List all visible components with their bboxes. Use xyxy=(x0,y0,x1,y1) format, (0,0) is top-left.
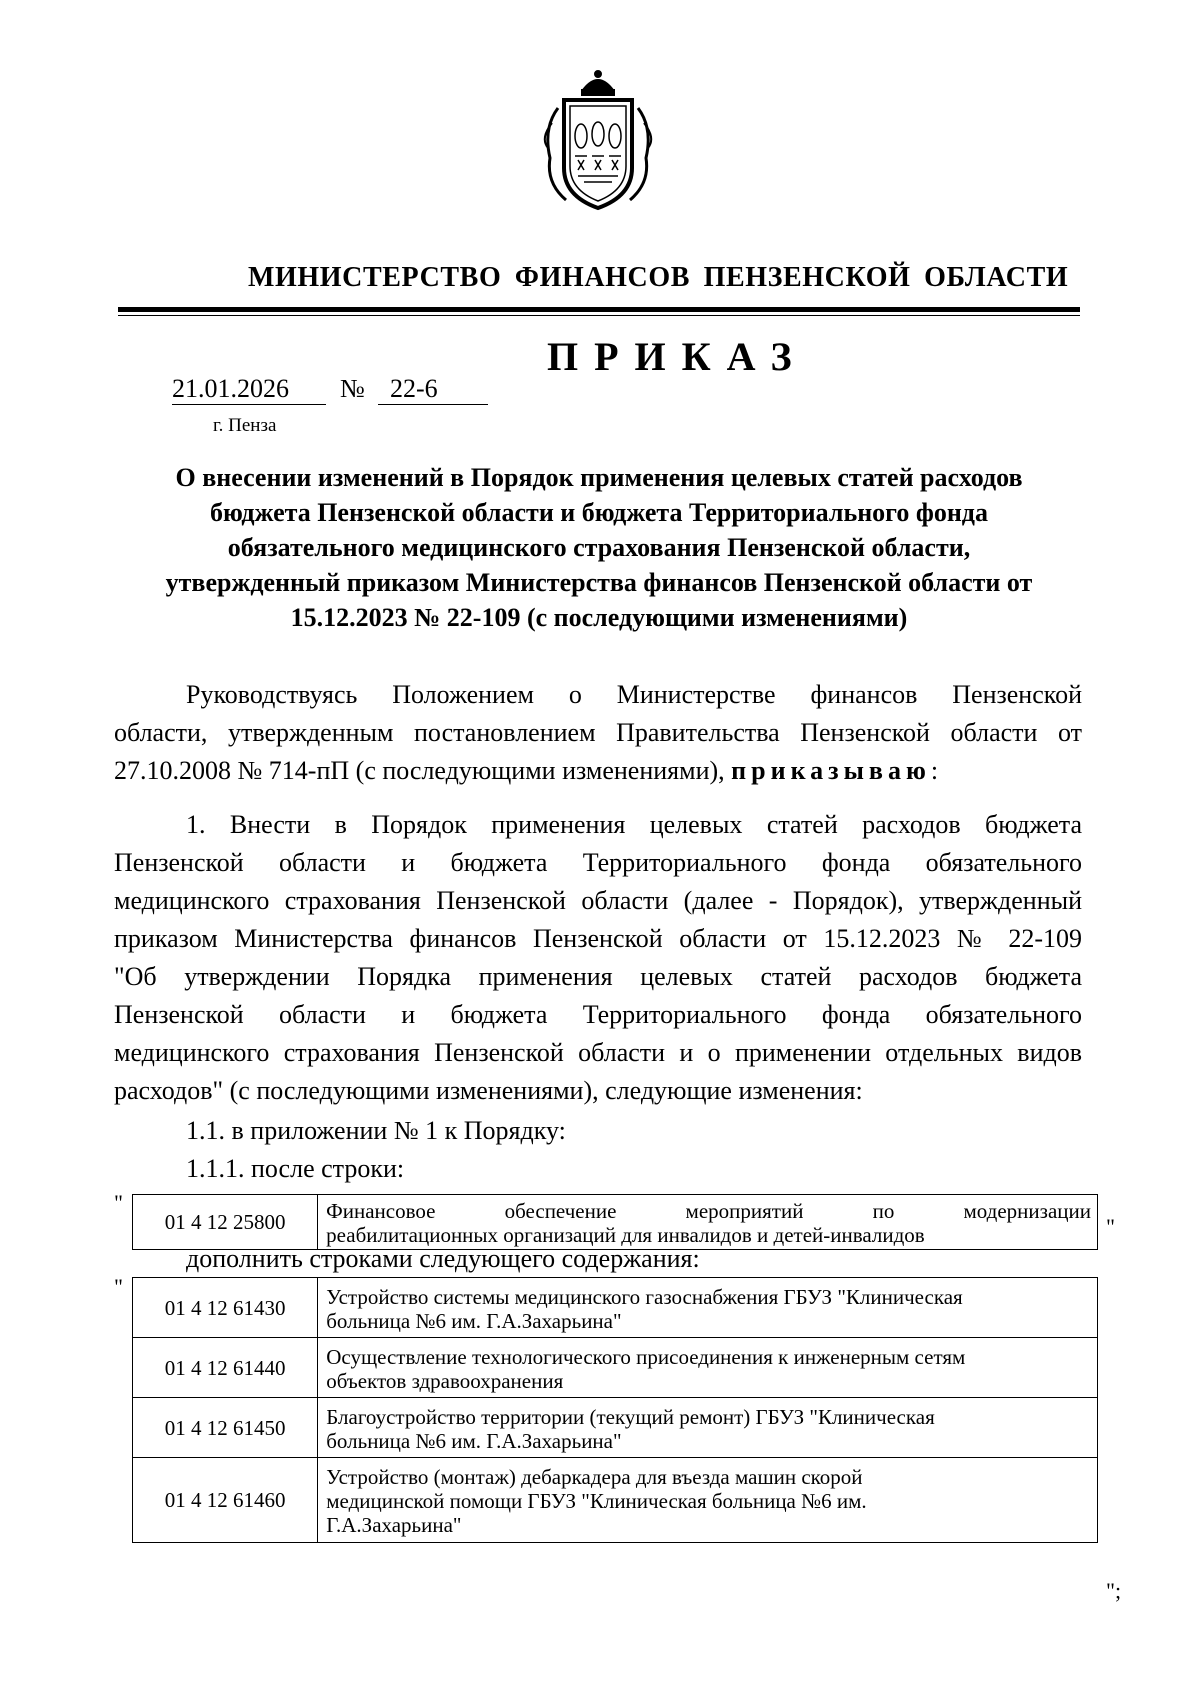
open-quote: " xyxy=(114,1274,123,1299)
row-description-line: реабилитационных организаций для инвалидов и детей-инвалидов xyxy=(326,1223,925,1247)
row-description xyxy=(318,1338,1098,1398)
table-row xyxy=(133,1458,1098,1543)
row-description xyxy=(318,1458,1098,1543)
document-subject xyxy=(118,460,1080,635)
preamble-colon: : xyxy=(930,756,939,785)
table-row xyxy=(133,1278,1098,1338)
row-description-line: объектов здравоохранения xyxy=(326,1368,564,1393)
city-label: г. Пенза xyxy=(213,415,277,436)
new-rows-table xyxy=(132,1277,1098,1543)
row-description-line: больница №6 им. Г.А.Захарьина" xyxy=(326,1308,622,1333)
row-description-line: больница №6 им. Г.А.Захарьина" xyxy=(326,1428,622,1453)
subject-line: О внесении изменений в Порядок применения целевых статей расходов xyxy=(175,463,1023,492)
item-1-line: приказом Министерства финансов Пензенской области от 15.12.2023 № 22-109 xyxy=(114,924,1082,953)
header-rule-thick xyxy=(118,307,1080,312)
preamble-line-text: 27.10.2008 № 714-пП (с последующими изменениями), xyxy=(114,756,732,785)
row-description xyxy=(318,1398,1098,1458)
order-number: 22-6 xyxy=(378,374,488,405)
subject-line: бюджета Пензенской области и бюджета Территориального фонда xyxy=(210,498,988,527)
row-description-line: Устройство системы медицинского газоснабжения ГБУЗ "Клиническая xyxy=(326,1284,963,1309)
item-1-line: медицинского страхования Пензенской области и о применении отдельных видов xyxy=(114,1038,1082,1067)
row-description-line: Осуществление технологического присоединения к инженерным сетям xyxy=(326,1344,966,1369)
ministry-name: МИНИСТЕРСТВО ФИНАНСОВ ПЕНЗЕНСКОЙ ОБЛАСТИ xyxy=(248,262,1069,293)
row-description-line: Финансовое обеспечение мероприятий по модернизации xyxy=(326,1199,1091,1223)
row-code: 01 4 12 61430 xyxy=(133,1278,318,1338)
item-1-paragraph xyxy=(114,806,1082,1110)
row-code: 01 4 12 61450 xyxy=(133,1398,318,1458)
row-description-line: Устройство (монтаж) дебаркадера для въезда машин скорой xyxy=(326,1465,863,1489)
item-1-line: Пензенской области и бюджета Территориального фонда обязательного xyxy=(114,848,1082,877)
document-type-title: ПРИКАЗ xyxy=(547,334,808,379)
row-description-line: Г.А.Захарьина" xyxy=(326,1513,462,1537)
open-quote: " xyxy=(114,1190,123,1215)
header-rule-thin xyxy=(118,315,1080,316)
subject-line: 15.12.2023 № 22-109 (с последующими изменениями) xyxy=(290,603,908,632)
order-number-sign: № xyxy=(340,374,365,403)
item-1-line: медицинского страхования Пензенской области (далее - Порядок), утвержденный xyxy=(114,886,1082,915)
row-description xyxy=(318,1278,1098,1338)
order-date: 21.01.2026 xyxy=(172,374,326,405)
item-1-line: "Об утверждении Порядка применения целевых статей расходов бюджета xyxy=(114,962,1082,991)
row-description-line: Благоустройство территории (текущий ремонт) ГБУЗ "Клиническая xyxy=(326,1404,935,1429)
preamble-line: Руководствуясь Положением о Министерстве финансов Пензенской xyxy=(186,680,1082,709)
row-code: 01 4 12 61440 xyxy=(133,1338,318,1398)
close-quote-semicolon: "; xyxy=(1106,1578,1122,1603)
item-1-1: 1.1. в приложении № 1 к Порядку: xyxy=(186,1116,566,1145)
preamble-line-last xyxy=(114,752,1082,790)
item-1-line: расходов" (с последующими изменениями), следующие изменения: xyxy=(114,1076,863,1105)
add-rows-caption: дополнить строками следующего содержания: xyxy=(186,1244,700,1273)
row-code: 01 4 12 61460 xyxy=(133,1458,318,1543)
item-1-line: 1. Внести в Порядок применения целевых статей расходов бюджета xyxy=(186,810,1082,839)
table-row xyxy=(133,1398,1098,1458)
preamble-paragraph xyxy=(114,676,1082,790)
subject-line: утвержденный приказом Министерства финансов Пензенской области от xyxy=(165,568,1033,597)
preamble-line: области, утвержденным постановлением Правительства Пензенской области от xyxy=(114,718,1082,747)
row-code: 01 4 12 25800 xyxy=(133,1195,318,1250)
order-word: приказываю xyxy=(731,756,931,785)
coat-of-arms-emblem xyxy=(538,68,658,218)
item-1-1-1: 1.1.1. после строки: xyxy=(186,1154,405,1183)
subject-line: обязательного медицинского страхования Пензенской области, xyxy=(227,533,971,562)
close-quote: " xyxy=(1106,1214,1115,1239)
row-description-line: медицинской помощи ГБУЗ "Клиническая больница №6 им. xyxy=(326,1489,867,1513)
table-row xyxy=(133,1338,1098,1398)
item-1-line: Пензенской области и бюджета Территориального фонда обязательного xyxy=(114,1000,1082,1029)
